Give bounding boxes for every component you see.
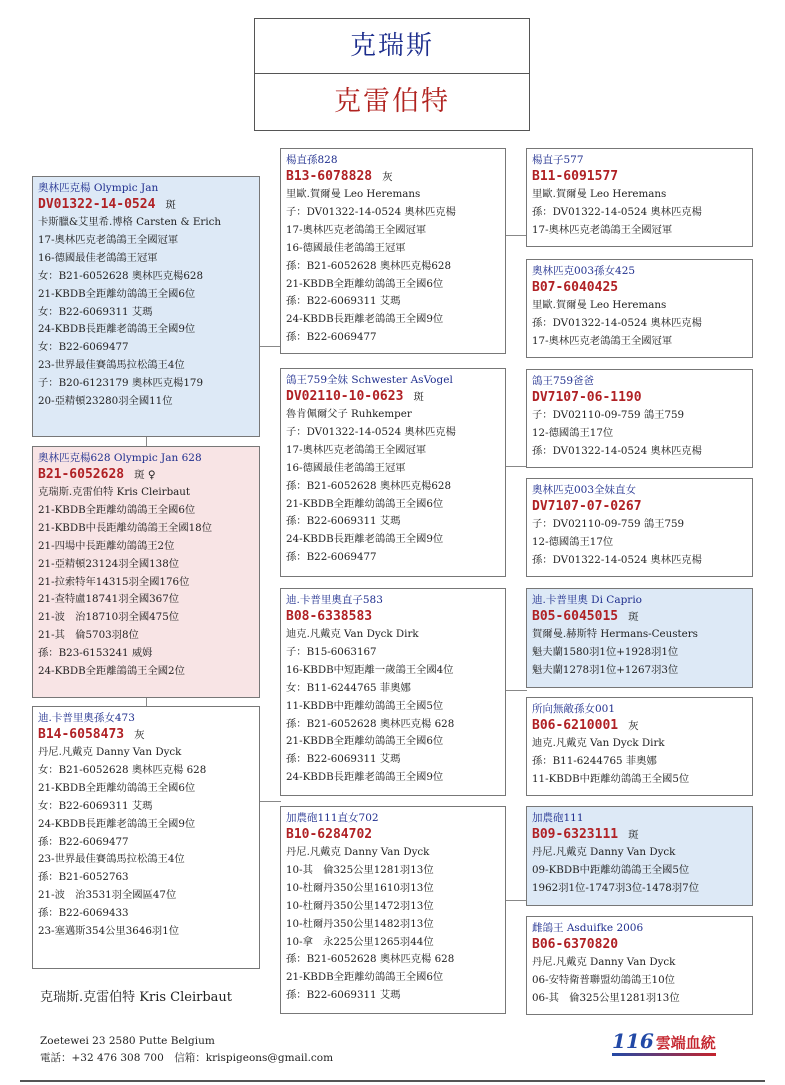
pigeon-name: 奧林匹克楊 Olympic Jan	[38, 182, 159, 194]
dam-dam-dam-card[interactable]	[526, 916, 753, 1015]
pedigree-note: 女：B22-6069477	[38, 341, 129, 354]
pedigree-note: 里歐.賀爾曼 Leo Heremans	[532, 299, 667, 311]
ring-number: B11-6091577	[532, 169, 619, 184]
pigeon-name: 所向無敵孫女001	[532, 703, 616, 715]
pedigree-note: 孫：B21-6052628 奧林匹克楊 628	[286, 717, 455, 730]
pedigree-note: 23-塞邁斯354公里3646羽1位	[38, 925, 180, 938]
pedigree-note: 21-KBDB全距離幼鴿鴿王全國6位	[38, 287, 196, 300]
feather-color: 斑	[165, 199, 176, 211]
pedigree-note: 孫：DV01322-14-0524 奧林匹克楊	[532, 316, 702, 329]
pedigree-note: 女：B22-6069311 艾瑪	[38, 305, 153, 318]
ring-number-row	[532, 279, 748, 297]
pedigree-note: 卡斯臘&艾里希.博格 Carsten & Erich	[38, 216, 222, 228]
pedigree-note: 迪克.凡戴克 Van Dyck Dirk	[532, 737, 665, 749]
pedigree-note: 17-奧林匹克老鴿鴿王全國冠軍	[286, 443, 427, 456]
dam-sire-card[interactable]	[280, 588, 506, 796]
pedigree-note: 賀爾曼.赫斯特 Hermans-Ceusters	[532, 628, 698, 640]
pedigree-note: 16-德國最佳老鴿鴿王冠軍	[286, 461, 406, 474]
ring-number: B05-6045015	[532, 609, 619, 624]
ring-number: B06-6210001	[532, 718, 619, 733]
pedigree-note: 16-KBDB中短距離一歲鴿王全國4位	[286, 663, 454, 676]
ring-number: B21-6052628	[38, 467, 125, 482]
pedigree-note: 21-KBDB全距離幼鴿鴿王全國6位	[286, 971, 444, 984]
pedigree-note: 16-德國最佳老鴿鴿王冠軍	[286, 241, 406, 254]
pedigree-note: 24-KBDB長距離老鴿鴿王全國9位	[38, 817, 196, 830]
pedigree-note: 女：B22-6069311 艾瑪	[38, 799, 153, 812]
ring-number: B08-6338583	[286, 609, 373, 624]
pedigree-note: 21-四場中長距離幼鴿鴿王2位	[38, 539, 175, 552]
ring-number-row	[286, 826, 501, 844]
pedigree-note: 21-波 治18710羽全國475位	[38, 611, 180, 624]
pigeon-name: 迪.卡普里奧直子583	[286, 594, 383, 606]
pedigree-note: 21-KBDB全距離幼鴿鴿王全國6位	[286, 735, 444, 748]
sire-dam-sire-card[interactable]	[526, 369, 753, 468]
pigeon-name: 迪.卡普里奧孫女473	[38, 712, 135, 724]
pedigree-note: 21-查特盧18741羽全國367位	[38, 593, 180, 606]
pedigree-note: 孫：B22-6069311 艾瑪	[286, 295, 401, 308]
pedigree-note: 10-杜爾丹350公里1610羽13位	[286, 881, 434, 894]
pedigree-note: 子：B15-6063167	[286, 645, 377, 658]
ring-number: B10-6284702	[286, 827, 373, 842]
pedigree-note: 孫：DV01322-14-0524 奧林匹克楊	[532, 205, 702, 218]
pedigree-note: 丹尼.凡戴克 Danny Van Dyck	[286, 846, 430, 858]
footer-owner: 克瑞斯.克雷伯特 Kris Cleirbaut	[40, 990, 232, 1005]
ring-number-row	[286, 168, 501, 186]
pigeon-name: 奧林匹克003全妹直女	[532, 484, 637, 496]
pedigree-note: 21-KBDB全距離幼鴿鴿王全國6位	[38, 503, 196, 516]
footer-contact	[40, 1033, 333, 1067]
ring-number-row	[532, 608, 748, 626]
ring-number: B06-6370820	[532, 937, 619, 952]
pedigree-note: 孫：DV01322-14-0524 奧林匹克楊	[532, 444, 702, 457]
pigeon-name: 加農砲111	[532, 812, 584, 824]
logo-underline	[612, 1053, 716, 1056]
pedigree-note: 17-奧林匹克老鴿鴿王全國冠軍	[286, 223, 427, 236]
sire-dam-dam-card[interactable]	[526, 478, 753, 577]
ring-number-row	[532, 936, 748, 954]
feather-color: 灰	[134, 729, 145, 741]
pedigree-note: 孫：B11-6244765 菲奧娜	[532, 754, 657, 767]
dam-card[interactable]	[32, 706, 260, 969]
dam-dam-sire-card[interactable]	[526, 806, 753, 906]
pedigree-note: 孫：B22-6069311 艾瑪	[286, 989, 401, 1002]
pedigree-note: 11-KBDB中距離幼鴿鴿王全國5位	[532, 772, 690, 785]
pigeon-name: 迪.卡普里奧 Di Caprio	[532, 594, 643, 606]
ring-number: DV01322-14-0524	[38, 197, 156, 212]
pedigree-note: 21-其 倫5703羽8位	[38, 629, 139, 642]
ring-number-row	[38, 466, 255, 484]
pigeon-name: 楊直子577	[532, 154, 584, 166]
pedigree-note: 1962羽1位-1747羽3位-1478羽7位	[532, 881, 700, 894]
sire-card[interactable]	[32, 176, 260, 437]
ring-number: B13-6078828	[286, 169, 373, 184]
ring-number: DV7107-07-0267	[532, 499, 642, 514]
pigeon-name: 加農砲111直女702	[286, 812, 379, 824]
pigeon-name: 奧林匹克003孫女425	[532, 265, 636, 277]
feather-color: 灰	[382, 171, 393, 183]
pedigree-note: 11-KBDB中距離幼鴿鴿王全國5位	[286, 699, 444, 712]
sire-sire-dam-card[interactable]	[526, 259, 753, 358]
feather-color: 斑 ♀	[134, 469, 156, 481]
logo[interactable]	[612, 1029, 722, 1057]
pigeon-name: 奧林匹克楊628 Olympic Jan 628	[38, 452, 202, 464]
feather-color: 斑	[628, 829, 639, 841]
pigeon-name: 鴿王759全妹 Schwester AsVogel	[286, 374, 453, 386]
footer-address: Zoetewei 23 2580 Putte Belgium	[40, 1035, 215, 1047]
pedigree-note: 孫：B22-6069311 艾瑪	[286, 515, 401, 528]
pedigree-note: 孫：B22-6069477	[38, 835, 129, 848]
pedigree-note: 子：DV02110-09-759 鴿王759	[532, 518, 685, 530]
pedigree-note: 20-亞精頓23280羽全國11位	[38, 395, 173, 408]
pigeon-name: 楊直孫828	[286, 154, 338, 166]
bottom-divider	[20, 1080, 765, 1082]
pedigree-note: 21-波 治3531羽全國區47位	[38, 889, 177, 902]
pedigree-note: 10-杜爾丹350公里1472羽13位	[286, 899, 434, 912]
pedigree-note: 里歐.賀爾曼 Leo Heremans	[532, 188, 667, 200]
pedigree-note: 21-KBDB全距離幼鴿鴿王全國6位	[286, 277, 444, 290]
ring-number-row	[532, 498, 748, 516]
pedigree-note: 克瑞斯.克雷伯特 Kris Cleirbaut	[38, 486, 191, 498]
pedigree-note: 孫：B21-6052628 奧林匹克楊 628	[286, 953, 455, 966]
pedigree-note: 魯肯佩爾父子 Ruhkemper	[286, 408, 412, 420]
pigeon-name: 鴿王759爸爸	[532, 375, 595, 387]
logo-number: 116	[612, 1029, 654, 1053]
connector-line	[505, 235, 527, 236]
pedigree-note: 24-KBDB全距離鴿鴿王全國2位	[38, 665, 185, 678]
pedigree-note: 丹尼.凡戴克 Danny Van Dyck	[532, 956, 676, 968]
pedigree-note: 孫：B22-6069311 艾瑪	[286, 753, 401, 766]
pedigree-note: 10-其 倫325公里1281羽13位	[286, 863, 434, 876]
pedigree-header	[254, 18, 530, 131]
ring-number: B14-6058473	[38, 727, 125, 742]
ring-number-row	[532, 168, 748, 186]
ring-number-row	[286, 608, 501, 626]
connector-line	[505, 900, 527, 901]
sire-sire-sire-card[interactable]	[526, 148, 753, 247]
pedigree-note: 06-安特衛普聯盟幼鴿鴿王10位	[532, 973, 675, 986]
connector-line	[259, 346, 281, 347]
pedigree-note: 10-拿 永225公里1265羽44位	[286, 935, 434, 948]
ring-number-row	[286, 388, 501, 406]
ring-number-row	[38, 196, 255, 214]
pedigree-note: 里歐.賀爾曼 Leo Heremans	[286, 188, 421, 200]
footer-phone-email: 電話：+32 476 308 700 信箱：krispigeons@gmail.com	[40, 1052, 334, 1064]
pedigree-note: 子：DV02110-09-759 鴿王759	[532, 409, 685, 421]
pedigree-note: 魁夫蘭1278羽1位+1267羽3位	[532, 663, 679, 676]
pedigree-note: 24-KBDB長距離老鴿鴿王全國9位	[38, 323, 196, 336]
pedigree-note: 12-德國鴿王17位	[532, 535, 614, 548]
pedigree-note: 魁夫蘭1580羽1位+1928羽1位	[532, 645, 679, 658]
feather-color: 斑	[628, 611, 639, 623]
pedigree-note: 09-KBDB中距離幼鴿鴿王全國5位	[532, 863, 690, 876]
pedigree-note: 24-KBDB長距離老鴿鴿王全國9位	[286, 771, 444, 784]
pedigree-note: 06-其 倫325公里1281羽13位	[532, 991, 680, 1004]
pedigree-note: 16-德國最佳老鴿鴿王冠軍	[38, 251, 158, 264]
pedigree-note: 17-奧林匹克老鴿鴿王全國冠軍	[532, 223, 673, 236]
pedigree-note: 子：DV01322-14-0524 奧林匹克楊	[286, 205, 456, 218]
pedigree-note: 21-KBDB中長距離幼鴿鴿王全國18位	[38, 521, 213, 534]
dam-sire-dam-card[interactable]	[526, 697, 753, 796]
pedigree-note: 女：B11-6244765 菲奧娜	[286, 681, 411, 694]
pedigree-note: 12-德國鴿王17位	[532, 426, 614, 439]
pedigree-note: 10-杜爾丹350公里1482羽13位	[286, 917, 434, 930]
ring-number: B09-6323111	[532, 827, 619, 842]
pedigree-note: 丹尼.凡戴克 Danny Van Dyck	[532, 846, 676, 858]
pedigree-note: 孫：B23-6153241 威姆	[38, 647, 153, 660]
pedigree-note: 21-KBDB全距離幼鴿鴿王全國6位	[38, 781, 196, 794]
pedigree-note: 24-KBDB長距離老鴿鴿王全國9位	[286, 533, 444, 546]
pedigree-note: 21-亞精頓23124羽全國138位	[38, 557, 180, 570]
pedigree-note: 23-世界最佳賽鴿馬拉松鴿王4位	[38, 853, 185, 866]
pedigree-note: 女：B21-6052628 奧林匹克楊628	[38, 269, 204, 282]
connector-line	[146, 436, 147, 446]
owner-name-line2: 克雷伯特	[334, 86, 450, 117]
pedigree-note: 17-奧林匹克老鴿鴿王全國冠軍	[532, 334, 673, 347]
ring-number-row	[532, 389, 748, 407]
dam-dam-card[interactable]	[280, 806, 506, 1014]
pedigree-note: 孫：B22-6069433	[38, 907, 129, 920]
pedigree-note: 孫：DV01322-14-0524 奧林匹克楊	[532, 553, 702, 566]
pedigree-note: 孫：B21-6052628 奧林匹克楊628	[286, 259, 452, 272]
pedigree-note: 23-世界最佳賽鴿馬拉松鴿王4位	[38, 359, 185, 372]
pedigree-note: 女：B21-6052628 奧林匹克楊 628	[38, 763, 207, 776]
pedigree-note: 孫：B22-6069477	[286, 331, 377, 344]
sire-dam-card[interactable]	[280, 368, 506, 577]
pedigree-note: 24-KBDB長距離老鴿鴿王全國9位	[286, 313, 444, 326]
subject-card[interactable]	[32, 446, 260, 698]
pedigree-note: 孫：B21-6052763	[38, 871, 129, 884]
pedigree-note: 丹尼.凡戴克 Danny Van Dyck	[38, 746, 182, 758]
pedigree-note: 迪克.凡戴克 Van Dyck Dirk	[286, 628, 419, 640]
pedigree-note: 孫：B21-6052628 奧林匹克楊628	[286, 479, 452, 492]
connector-line	[259, 801, 281, 802]
feather-color: 灰	[628, 720, 639, 732]
ring-number: B07-6040425	[532, 280, 619, 295]
ring-number: DV7107-06-1190	[532, 390, 642, 405]
pedigree-note: 21-拉索特年14315羽全國176位	[38, 575, 190, 588]
pigeon-name: 雌鴿王 Asduifke 2006	[532, 922, 644, 934]
feather-color: 斑	[413, 391, 424, 403]
connector-line	[505, 690, 527, 691]
pedigree-note: 17-奧林匹克老鴿鴿王全國冠軍	[38, 233, 179, 246]
pedigree-note: 子：DV01322-14-0524 奧林匹克楊	[286, 425, 456, 438]
pedigree-note: 21-KBDB全距離幼鴿鴿王全國6位	[286, 497, 444, 510]
connector-line	[505, 466, 527, 467]
ring-number-row	[532, 717, 748, 735]
owner-name-line1: 克瑞斯	[255, 19, 529, 74]
dam-sire-sire-card[interactable]	[526, 588, 753, 688]
logo-text: 雲端血統	[655, 1034, 716, 1052]
ring-number: DV02110-10-0623	[286, 389, 404, 404]
ring-number-row	[532, 826, 748, 844]
sire-sire-card[interactable]	[280, 148, 506, 354]
ring-number-row	[38, 726, 255, 744]
pedigree-note: 孫：B22-6069477	[286, 551, 377, 564]
pedigree-note: 子：B20-6123179 奧林匹克楊179	[38, 377, 204, 390]
